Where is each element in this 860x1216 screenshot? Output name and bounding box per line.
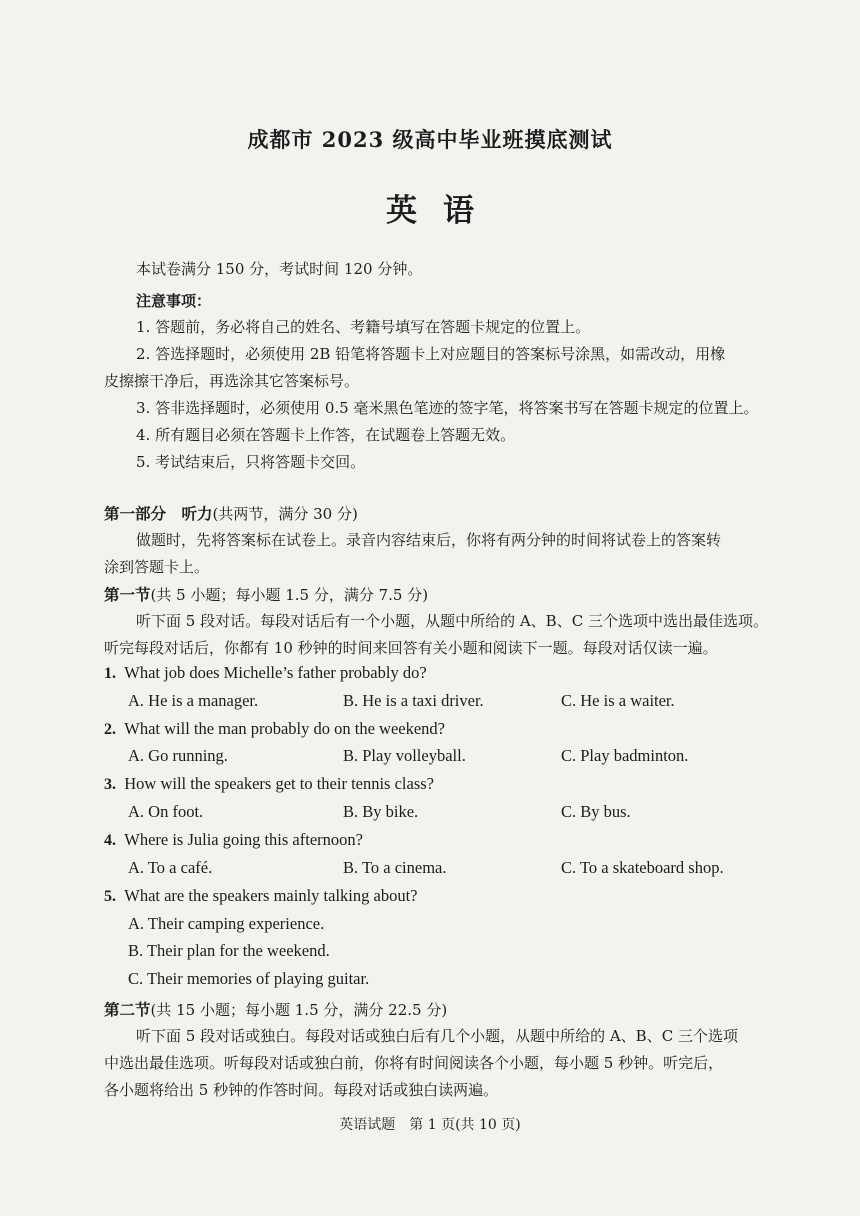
q3-option-b: B. By bike. <box>343 802 419 821</box>
question-1 <box>104 663 427 683</box>
question-3 <box>104 774 434 794</box>
intro-text: 本试卷满分 150 分，考试时间 120 分钟。 <box>136 260 423 278</box>
q3-option-c: C. By bus. <box>561 802 631 821</box>
part1-heading-row <box>104 500 358 528</box>
section1-heading: 第一节 <box>104 585 151 604</box>
section1-instructions-2: 听完每段对话后，你都有 10 秒钟的时间来回答有关小题和阅读下一题。每段对话仅读一遍。 <box>104 639 718 657</box>
section1-heading-row <box>104 581 428 609</box>
q5-option-a: A. Their camping experience. <box>128 914 325 933</box>
section1-heading-note: (共 5 小题；每小题 1.5 分，满分 7.5 分) <box>150 586 429 604</box>
subject-title: 英语 <box>386 193 500 229</box>
part1-heading: 第一部分 听力 <box>104 504 213 523</box>
section2-instructions-1: 听下面 5 段对话或独白。每段对话或独白后有几个小题，从题中所给的 A、B、C 三个选项 <box>136 1027 738 1045</box>
section2-heading-note: (共 15 小题；每小题 1.5 分，满分 22.5 分) <box>150 1001 448 1019</box>
exam-title: 成都市 2023 级高中毕业班摸底测试 <box>247 127 613 152</box>
question-text: What are the speakers mainly talking about? <box>124 886 418 905</box>
question-text: How will the speakers get to their tennis class? <box>124 774 435 793</box>
question-5 <box>104 886 417 906</box>
question-number: 4. <box>104 832 116 849</box>
q1-option-c: C. He is a waiter. <box>561 691 675 710</box>
q2-option-b: B. Play volleyball. <box>343 746 466 765</box>
section1-instructions-1: 听下面 5 段对话。每段对话后有一个小题，从题中所给的 A、B、C 三个选项中选出最佳选项。 <box>136 612 768 630</box>
question-text: What will the man probably do on the weekend? <box>124 719 445 738</box>
section2-instructions-2: 中选出最佳选项。听每段对话或独白前，你将有时间阅读各个小题，每小题 5 秒钟。听完后， <box>104 1054 724 1072</box>
notice-item-2-cont: 皮擦擦干净后，再选涂其它答案标号。 <box>104 372 360 390</box>
question-2 <box>104 719 445 739</box>
q2-option-a: A. Go running. <box>128 746 228 765</box>
section2-instructions-3: 各小题将给出 5 秒钟的作答时间。每段对话或独白读两遍。 <box>104 1081 499 1099</box>
notice-item-1: 1. 答题前，务必将自己的姓名、考籍号填写在答题卡规定的位置上。 <box>136 318 591 336</box>
part1-instructions-2: 涂到答题卡上。 <box>104 558 210 576</box>
page-footer: 英语试题 第 1 页(共 10 页) <box>339 1117 521 1133</box>
q1-option-a: A. He is a manager. <box>128 691 259 710</box>
notice-item-5: 5. 考试结束后，只将答题卡交回。 <box>136 453 366 471</box>
question-number: 3. <box>104 776 116 793</box>
q5-option-c: C. Their memories of playing guitar. <box>128 969 370 988</box>
q2-option-c: C. Play badminton. <box>561 746 689 765</box>
question-text: Where is Julia going this afternoon? <box>124 830 363 849</box>
notice-item-3: 3. 答非选择题时，必须使用 0.5 毫米黑色笔迹的签字笔，将答案书写在答题卡规定的位置上。 <box>136 399 759 417</box>
q5-option-b: B. Their plan for the weekend. <box>128 941 330 960</box>
question-number: 5. <box>104 888 116 905</box>
section2-heading: 第二节 <box>104 1000 151 1019</box>
question-number: 1. <box>104 665 116 682</box>
question-4 <box>104 830 363 850</box>
question-text: What job does Michelle’s father probably do? <box>124 663 427 682</box>
q4-option-a: A. To a café. <box>128 858 213 877</box>
question-number: 2. <box>104 721 116 738</box>
q1-option-b: B. He is a taxi driver. <box>343 691 484 710</box>
part1-instructions-1: 做题时，先将答案标在试卷上。录音内容结束后，你将有两分钟的时间将试卷上的答案转 <box>136 531 722 549</box>
part1-heading-note: (共两节，满分 30 分) <box>212 505 358 523</box>
notice-heading: 注意事项： <box>136 292 212 310</box>
q4-option-c: C. To a skateboard shop. <box>561 858 724 877</box>
q3-option-a: A. On foot. <box>128 802 204 821</box>
section2-heading-row <box>104 996 447 1024</box>
notice-item-2: 2. 答选择题时，必须使用 2B 铅笔将答题卡上对应题目的答案标号涂黑，如需改动，用橡 <box>136 345 726 363</box>
q4-option-b: B. To a cinema. <box>343 858 447 877</box>
notice-item-4: 4. 所有题目必须在答题卡上作答，在试题卷上答题无效。 <box>136 426 516 444</box>
